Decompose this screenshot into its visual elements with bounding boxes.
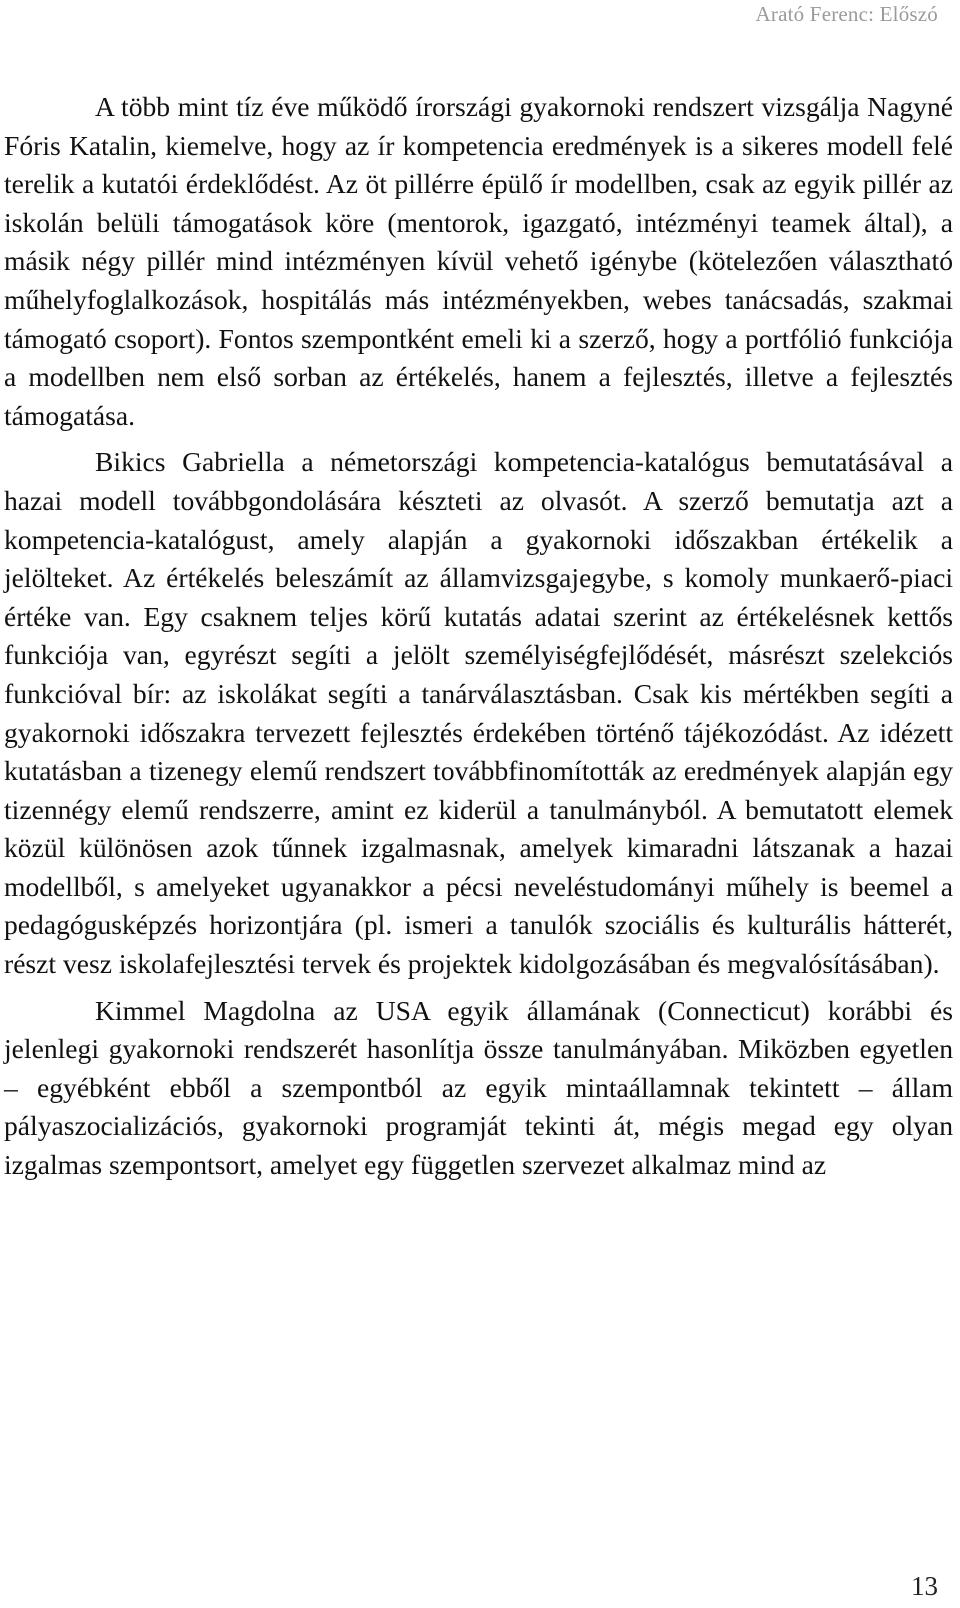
paragraph-kimmel: Kimmel Magdolna az USA egyik államának (Connecticut) korábbi és jelenlegi gyakornoki rendszerét hasonlítja össze tanulmányában. Miközben egyetlen – egyébként ebből a szempontból az egyik mintaállamnak tekintett – állam pályaszocializációs, gyakornoki programját tekinti át, mégis megad egy olyan izgalmas szempontsort, amelyet egy független szervezet alkalmaz mind az — [4, 994, 953, 1181]
body-text — [4, 88, 953, 1185]
page-number: 13 — [911, 1571, 938, 1601]
running-header: Arató Ferenc: Előszó — [755, 2, 938, 26]
paragraph-foris: A több mint tíz éve működő írországi gyakornoki rendszert vizsgálja Nagyné Fóris Katalin, kiemelve, hogy az ír kompetencia eredmények is a sikeres modell felé terelik a kutatói érdeklődést. Az öt pillérre épülő ír modellben, csak az egyik pillér az iskolán belüli támogatások köre (mentorok, igazgató, intézményi teamek által), a másik négy pillér mind intézményen kívül vehető igénybe (kötelezően választható műhelyfoglalkozások, hospitálás más intézményekben, webes tanácsadás, szakmai támogató csoport). Fontos szempontként emeli ki a szerző, hogy a portfólió funkciója a modellben nem első sorban az értékelés, hanem a fejlesztés, illetve a fejlesztés támogatása. — [4, 91, 953, 431]
paragraph-bikics: Bikics Gabriella a németországi kompetencia-katalógus bemutatásával a hazai modell továbbgondolására készteti az olvasót. A szerző bemutatja azt a kompetencia-katalógust, amely alapján a gyakornoki időszakban értékelik a jelölteket. Az értékelés beleszámít az államvizsgajegybe, s komoly munkaerő-piaci értéke van. Egy csaknem teljes körű kutatás adatai szerint az értékelésnek kettős funkciója van, egyrészt segíti a jelölt személyiségfejlődését, másrészt szelekciós funkcióval bír: az iskolákat segíti a tanárválasztásban. Csak kis mértékben segíti a gyakornoki időszakra tervezett fejlesztés érdekében történő tájékozódást. Az idézett kutatásban a tizenegy elemű rendszert továbbfinomították az eredmények alapján egy tizennégy elemű rendszerre, amint ez kiderül a tanulmányból. A bemutatott elemek közül különösen azok tűnnek izgalmasnak, amelyek kimaradni látszanak a hazai modellből, s amelyeket ugyanakkor a pécsi neveléstudományi műhely is beemel a pedagógusképzés horizontjára (pl. ismeri a tanulók szociális és kulturális hátterét, részt vesz iskolafejlesztési tervek és projektek kidolgozásában és megvalósításában). — [4, 446, 953, 980]
